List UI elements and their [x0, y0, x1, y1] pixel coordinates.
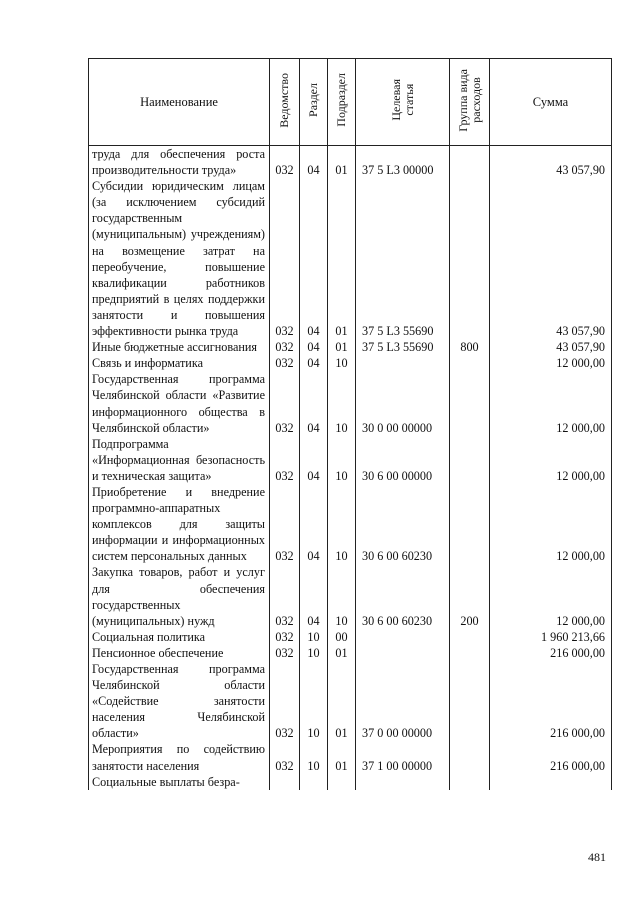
row-celevaya: 37 0 00 00000	[356, 661, 450, 741]
row-gruppa	[450, 355, 490, 371]
row-summa: 43 057,90	[490, 146, 612, 179]
row-razdel: 10	[300, 661, 328, 741]
row-gruppa: 200	[450, 564, 490, 628]
header-ved-label: Ведомство	[277, 72, 291, 128]
row-razdel: 04	[300, 146, 328, 179]
row-podrazdel: 10	[328, 484, 356, 564]
header-gruppa-label: Группа вида расходов	[455, 68, 483, 132]
row-ved: 032	[270, 436, 300, 484]
row-summa: 43 057,90	[490, 178, 612, 339]
row-podrazdel	[328, 774, 356, 790]
row-ved: 032	[270, 355, 300, 371]
row-celevaya: 37 1 00 00000	[356, 741, 450, 773]
header-celevaya-label: Целевая статья	[388, 79, 416, 121]
table-row	[89, 661, 612, 741]
row-gruppa	[450, 645, 490, 661]
row-name: Подпрограмма «Информационная безопасность и техническая защита»	[89, 436, 270, 484]
row-summa: 12 000,00	[490, 371, 612, 435]
row-podrazdel: 01	[328, 146, 356, 179]
row-celevaya	[356, 645, 450, 661]
row-ved: 032	[270, 178, 300, 339]
header-celevaya	[356, 59, 450, 146]
row-razdel: 04	[300, 355, 328, 371]
budget-table	[88, 58, 612, 790]
table-row	[89, 741, 612, 773]
page-number: 481	[588, 850, 606, 864]
row-celevaya: 37 5 L3 55690	[356, 339, 450, 355]
table-row	[89, 178, 612, 339]
row-podrazdel: 10	[328, 564, 356, 628]
row-razdel: 10	[300, 645, 328, 661]
header-name: Наименование	[89, 59, 270, 146]
row-celevaya: 30 0 00 00000	[356, 371, 450, 435]
row-celevaya: 37 5 L3 00000	[356, 146, 450, 179]
row-name: Государственная программа Челябинской области «Содействие занятости населения Челябинской области»	[89, 661, 270, 741]
row-gruppa	[450, 741, 490, 773]
row-ved: 032	[270, 564, 300, 628]
row-name: Связь и информатика	[89, 355, 270, 371]
row-celevaya: 30 6 00 60230	[356, 484, 450, 564]
row-ved: 032	[270, 484, 300, 564]
header-ved	[270, 59, 300, 146]
row-summa: 12 000,00	[490, 564, 612, 628]
header-podrazdel-label: Подраздел	[334, 73, 348, 127]
row-podrazdel: 01	[328, 178, 356, 339]
row-gruppa: 800	[450, 339, 490, 355]
row-celevaya: 37 5 L3 55690	[356, 178, 450, 339]
row-name: Социальные выплаты безра-	[89, 774, 270, 790]
row-name: Иные бюджетные ассигнования	[89, 339, 270, 355]
row-ved: 032	[270, 741, 300, 773]
row-ved: 032	[270, 339, 300, 355]
row-gruppa	[450, 661, 490, 741]
row-gruppa	[450, 629, 490, 645]
row-razdel: 04	[300, 371, 328, 435]
row-gruppa	[450, 371, 490, 435]
table-row	[89, 629, 612, 645]
row-podrazdel: 01	[328, 661, 356, 741]
table-row	[89, 484, 612, 564]
row-razdel: 04	[300, 564, 328, 628]
row-ved	[270, 774, 300, 790]
table-row	[89, 564, 612, 628]
table-row	[89, 339, 612, 355]
table-row	[89, 645, 612, 661]
table-row	[89, 355, 612, 371]
row-summa: 216 000,00	[490, 661, 612, 741]
row-celevaya	[356, 774, 450, 790]
header-summa: Сумма	[490, 59, 612, 146]
row-podrazdel: 10	[328, 355, 356, 371]
row-name: Закупка товаров, работ и услуг для обеспечения государственных (муниципальных) нужд	[89, 564, 270, 628]
row-name: Социальная политика	[89, 629, 270, 645]
table-header	[89, 59, 612, 146]
header-razdel	[300, 59, 328, 146]
row-gruppa	[450, 436, 490, 484]
table-row	[89, 774, 612, 790]
header-gruppa	[450, 59, 490, 146]
row-ved: 032	[270, 645, 300, 661]
row-podrazdel: 01	[328, 645, 356, 661]
table-row	[89, 371, 612, 435]
row-summa: 12 000,00	[490, 355, 612, 371]
row-ved: 032	[270, 661, 300, 741]
row-summa: 43 057,90	[490, 339, 612, 355]
row-name: Пенсионное обеспечение	[89, 645, 270, 661]
row-celevaya: 30 6 00 00000	[356, 436, 450, 484]
row-podrazdel: 01	[328, 339, 356, 355]
header-podrazdel	[328, 59, 356, 146]
row-gruppa	[450, 146, 490, 179]
table-row	[89, 436, 612, 484]
row-celevaya	[356, 629, 450, 645]
row-summa	[490, 774, 612, 790]
row-ved: 032	[270, 629, 300, 645]
row-razdel: 10	[300, 629, 328, 645]
row-celevaya	[356, 355, 450, 371]
row-summa: 12 000,00	[490, 436, 612, 484]
row-name: труда для обеспечения роста производительности труда»	[89, 146, 270, 179]
row-summa: 216 000,00	[490, 645, 612, 661]
row-gruppa	[450, 484, 490, 564]
row-razdel: 04	[300, 484, 328, 564]
row-razdel: 04	[300, 178, 328, 339]
row-summa: 1 960 213,66	[490, 629, 612, 645]
row-name: Субсидии юридическим лицам (за исключением субсидий государственным (муниципальным) учреждениям) на возмещение затрат на переобучение, повышение квалификации работников предприятий в целях поддержки занятости и повышения эффективности рынка труда	[89, 178, 270, 339]
row-name: Приобретение и внедрение программно-аппаратных комплексов для защиты информации и информационных систем персональных данных	[89, 484, 270, 564]
row-podrazdel: 00	[328, 629, 356, 645]
table-row	[89, 146, 612, 179]
row-name: Государственная программа Челябинской области «Развитие информационного общества в Челябинской области»	[89, 371, 270, 435]
header-razdel-label: Раздел	[306, 82, 320, 117]
row-summa: 216 000,00	[490, 741, 612, 773]
row-ved: 032	[270, 146, 300, 179]
row-razdel	[300, 774, 328, 790]
row-podrazdel: 10	[328, 371, 356, 435]
table-body	[89, 146, 612, 790]
row-ved: 032	[270, 371, 300, 435]
row-gruppa	[450, 774, 490, 790]
row-razdel: 10	[300, 741, 328, 773]
row-razdel: 04	[300, 436, 328, 484]
row-gruppa	[450, 178, 490, 339]
row-razdel: 04	[300, 339, 328, 355]
row-podrazdel: 10	[328, 436, 356, 484]
row-celevaya: 30 6 00 60230	[356, 564, 450, 628]
row-podrazdel: 01	[328, 741, 356, 773]
row-name: Мероприятия по содействию занятости населения	[89, 741, 270, 773]
row-summa: 12 000,00	[490, 484, 612, 564]
